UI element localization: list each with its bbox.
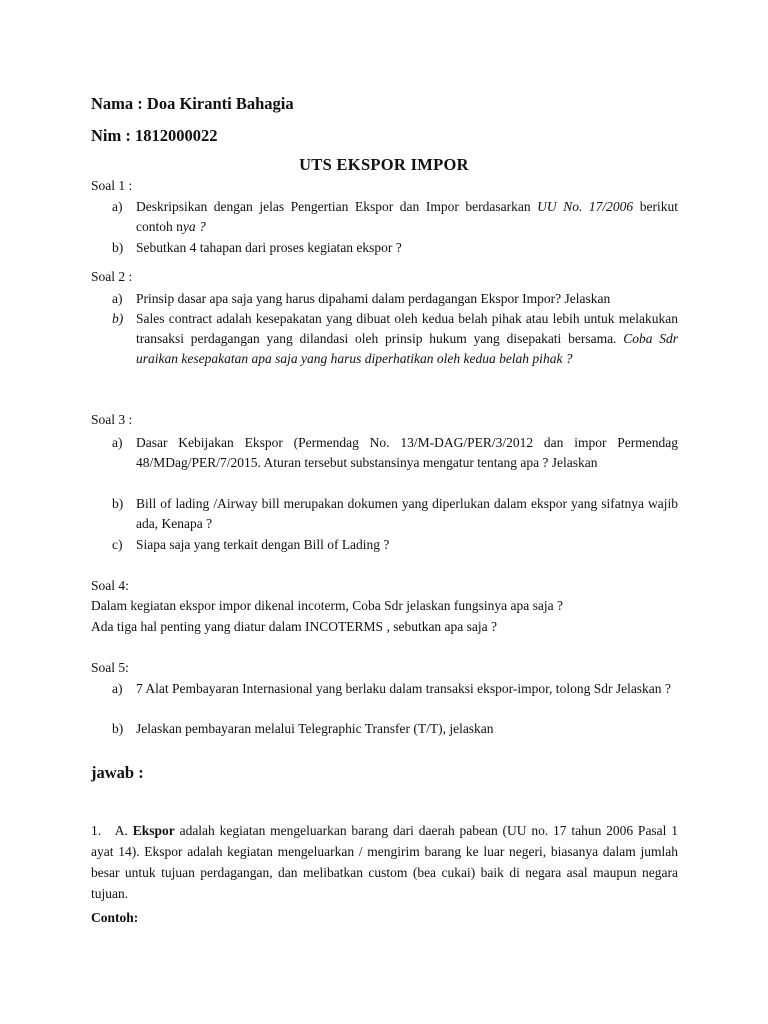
soal-1-label: Soal 1 : (91, 178, 133, 193)
text-run: 1. A. (91, 823, 133, 838)
list-marker: c) (112, 537, 123, 552)
list-item-text (136, 309, 678, 369)
list-item-text: Siapa saja yang terkait dengan Bill of Lading ? (136, 537, 390, 552)
soal-4-line-2: Ada tiga hal penting yang diatur dalam INCOTERMS , sebutkan apa saja ? (91, 619, 498, 634)
soal-1-item-b (112, 238, 678, 258)
soal-3-item-c (112, 535, 678, 555)
soal-3-label: Soal 3 : (91, 412, 133, 427)
list-marker: a) (112, 199, 123, 214)
list-item-text: 7 Alat Pembayaran Internasional yang berlaku dalam transaksi ekspor-impor, tolong Sdr Jelaskan ? (136, 681, 671, 696)
soal-2-item-a (112, 289, 678, 309)
document-title: UTS EKSPOR IMPOR (299, 155, 469, 174)
soal-3-item-a (112, 433, 678, 473)
list-item-text: Sebutkan 4 tahapan dari proses kegiatan ekspor ? (136, 240, 402, 255)
soal-4-label: Soal 4: (91, 578, 129, 593)
list-item-text: Dasar Kebijakan Ekspor (Permendag No. 13/M-DAG/PER/3/2012 dan impor Permendag 48/MDag/PER/7/2015. Aturan tersebut substansinya mengatur tentang apa ? Jelaskan (136, 435, 678, 470)
list-marker: b) (112, 240, 124, 255)
soal-5-label: Soal 5: (91, 660, 129, 675)
list-item-text: Jelaskan pembayaran melalui Telegraphic Transfer (T/T), jelaskan (136, 721, 494, 736)
list-marker: b) (112, 496, 124, 511)
soal-3-item-b (112, 494, 678, 534)
list-marker: b) (112, 311, 124, 326)
list-marker: a) (112, 291, 123, 306)
soal-1-item-a (112, 197, 678, 237)
list-marker: a) (112, 435, 123, 450)
text-run: adalah kegiatan mengeluarkan barang dari daerah pabean (UU no. 17 tahun 2006 Pasal 1 ayat 14). Ekspor adalah kegiatan mengeluarkan / mengirim barang ke luar negeri, biasanya dalam jumlah besar untuk tujuan perdagangan, dan melibatkan custom (bea cukai) baik di negara asal maupun negara tujuan. (91, 823, 678, 901)
italic-run: ya ? (182, 219, 206, 234)
answer-1-paragraph (91, 820, 678, 904)
soal-2-item-b (112, 309, 678, 369)
student-nim: Nim : 1812000022 (91, 126, 218, 145)
text-run: Deskripsikan dengan jelas Pengertian Ekspor dan Impor berdasarkan (136, 199, 538, 214)
list-marker: b) (112, 721, 124, 736)
list-item-text: Prinsip dasar apa saja yang harus dipahami dalam perdagangan Ekspor Impor? Jelaskan (136, 291, 611, 306)
list-item-text (136, 197, 678, 237)
italic-run: Coba Sdr uraikan kesepakatan apa saja yang harus diperhatikan oleh kedua belah pihak ? (136, 331, 678, 366)
bold-run: Ekspor (132, 823, 175, 838)
italic-run: UU No. 17/2006 (537, 199, 634, 214)
soal-2-label: Soal 2 : (91, 269, 133, 284)
list-item-text: Bill of lading /Airway bill merupakan dokumen yang diperlukan dalam ekspor yang sifatnya wajib ada, Kenapa ? (136, 496, 678, 531)
jawab-heading: jawab : (91, 763, 144, 782)
soal-5-item-b (112, 719, 678, 739)
list-marker: a) (112, 681, 123, 696)
text-run: berikut contoh n (136, 199, 678, 234)
contoh-heading: Contoh: (91, 910, 139, 925)
text-run: Sales contract adalah kesepakatan yang dibuat oleh kedua belah pihak atau lebih untuk melakukan transaksi perdagangan yang dilandasi oleh prinsip hukum yang disepakati bersama. (136, 311, 678, 346)
student-name: Nama : Doa Kiranti Bahagia (91, 94, 294, 113)
soal-5-item-a (112, 679, 678, 699)
soal-4-line-1: Dalam kegiatan ekspor impor dikenal incoterm, Coba Sdr jelaskan fungsinya apa saja ? (91, 598, 563, 613)
